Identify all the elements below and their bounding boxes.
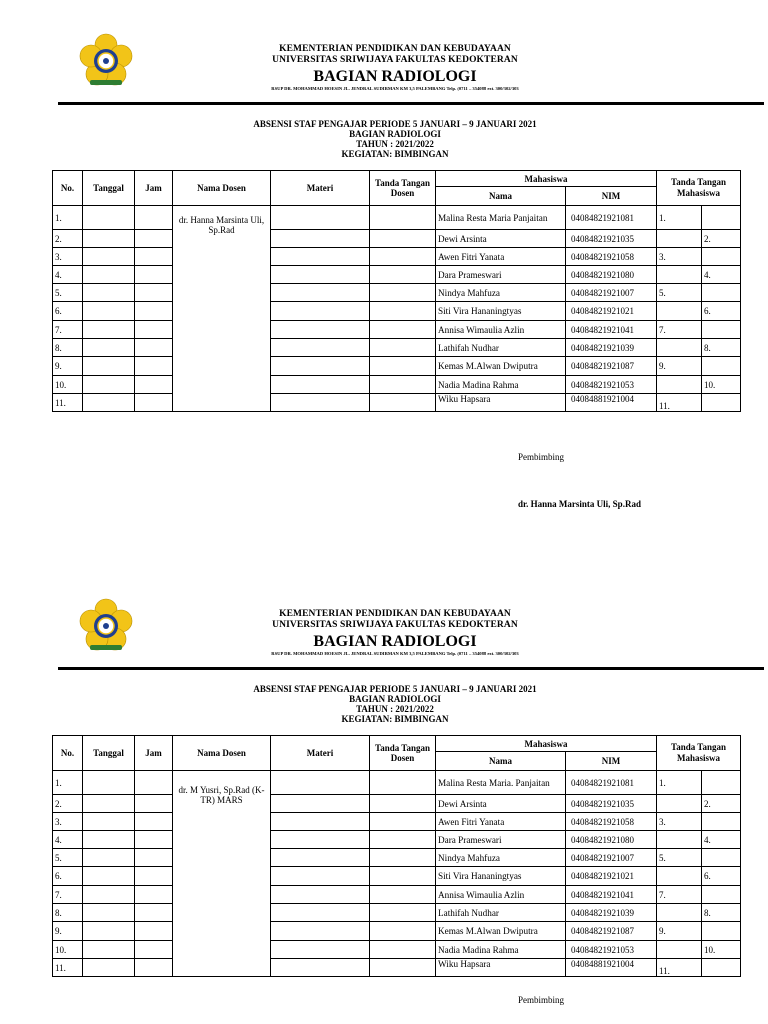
student-name: Malina Resta Maria Panjaitan <box>436 206 566 230</box>
supervisor-label: Pembimbing <box>518 452 565 462</box>
student-nim: 04084821921053 <box>566 376 657 394</box>
ttd-dosen-cell[interactable] <box>370 849 436 867</box>
university-logo <box>78 598 134 654</box>
tanggal-cell[interactable] <box>83 339 135 357</box>
jam-cell[interactable] <box>135 831 173 849</box>
university-name: UNIVERSITAS SRIWIJAYA FAKULTAS KEDOKTERAN <box>272 620 518 630</box>
tanggal-cell[interactable] <box>83 206 135 230</box>
ttd-dosen-cell[interactable] <box>370 886 436 904</box>
student-name: Annisa Wimaulia Azlin <box>436 321 566 339</box>
jam-cell[interactable] <box>135 795 173 813</box>
signature-right[interactable] <box>702 206 741 230</box>
signature-right[interactable] <box>702 959 741 977</box>
materi-cell[interactable] <box>271 284 370 302</box>
signature-right[interactable] <box>702 771 741 795</box>
signature-left[interactable]: 11. <box>657 959 702 977</box>
row-no: 10. <box>53 376 83 394</box>
table-row <box>53 284 741 302</box>
tanggal-cell[interactable] <box>83 941 135 959</box>
student-nim: 04084821921039 <box>566 904 657 922</box>
col-ttd-mahasiswa: Tanda Tangan Mahasiswa <box>657 736 741 771</box>
col-ttd-mahasiswa: Tanda Tangan Mahasiswa <box>657 171 741 206</box>
table-row <box>53 230 741 248</box>
jam-cell[interactable] <box>135 230 173 248</box>
col-mahasiswa: Mahasiswa <box>436 736 657 752</box>
materi-cell[interactable] <box>271 357 370 376</box>
student-nim: 04084881921004 <box>566 394 657 412</box>
document-titles <box>180 684 610 724</box>
materi-cell[interactable] <box>271 771 370 795</box>
ttd-dosen-cell[interactable] <box>370 302 436 321</box>
ttd-dosen-cell[interactable] <box>370 904 436 922</box>
table-row <box>53 206 741 230</box>
row-no: 5. <box>53 284 83 302</box>
materi-cell[interactable] <box>271 339 370 357</box>
ttd-dosen-cell[interactable] <box>370 771 436 795</box>
table-row <box>53 771 741 795</box>
title-year: TAHUN : 2021/2022 <box>356 139 434 149</box>
sheet-2 <box>0 565 768 1024</box>
materi-cell[interactable] <box>271 302 370 321</box>
jam-cell[interactable] <box>135 813 173 831</box>
title-activity: KEGIATAN: BIMBINGAN <box>341 714 449 724</box>
tanggal-cell[interactable] <box>83 795 135 813</box>
signature-left[interactable]: 7. <box>657 886 702 904</box>
signature-right[interactable] <box>702 394 741 412</box>
jam-cell[interactable] <box>135 849 173 867</box>
student-name: Nindya Mahfuza <box>436 284 566 302</box>
jam-cell[interactable] <box>135 266 173 284</box>
jam-cell[interactable] <box>135 321 173 339</box>
row-no: 4. <box>53 831 83 849</box>
signature-left[interactable] <box>657 795 702 813</box>
col-no: No. <box>53 171 83 206</box>
signature-left[interactable]: 5. <box>657 284 702 302</box>
col-materi: Materi <box>271 736 370 771</box>
ttd-dosen-cell[interactable] <box>370 795 436 813</box>
ministry-name: KEMENTERIAN PENDIDIKAN DAN KEBUDAYAAN <box>279 609 511 619</box>
student-nim: 04084821921058 <box>566 248 657 266</box>
ttd-dosen-cell[interactable] <box>370 248 436 266</box>
table-row <box>53 886 741 904</box>
jam-cell[interactable] <box>135 904 173 922</box>
student-name: Nadia Madina Rahma <box>436 941 566 959</box>
table-row <box>53 357 741 376</box>
student-name: Wiku Hapsara <box>436 394 566 412</box>
row-no: 6. <box>53 867 83 886</box>
table-row <box>53 321 741 339</box>
jam-cell[interactable] <box>135 771 173 795</box>
tanggal-cell[interactable] <box>83 302 135 321</box>
col-jam: Jam <box>135 736 173 771</box>
signature-right[interactable] <box>702 886 741 904</box>
signature-left[interactable]: 1. <box>657 206 702 230</box>
jam-cell[interactable] <box>135 248 173 266</box>
signature-right[interactable]: 2. <box>702 795 741 813</box>
row-no: 2. <box>53 795 83 813</box>
materi-cell[interactable] <box>271 941 370 959</box>
student-name: Dewi Arsinta <box>436 230 566 248</box>
signature-left[interactable] <box>657 230 702 248</box>
signature-left[interactable] <box>657 302 702 321</box>
student-nim: 04084821921039 <box>566 339 657 357</box>
signature-left[interactable] <box>657 266 702 284</box>
title-department: BAGIAN RADIOLOGI <box>349 129 441 139</box>
student-name: Dara Prameswari <box>436 831 566 849</box>
tanggal-cell[interactable] <box>83 886 135 904</box>
materi-cell[interactable] <box>271 886 370 904</box>
table-row <box>53 959 741 977</box>
materi-cell[interactable] <box>271 230 370 248</box>
row-no: 1. <box>53 206 83 230</box>
row-no: 3. <box>53 813 83 831</box>
student-name: Malina Resta Maria. Panjaitan <box>436 771 566 795</box>
attendance-table <box>52 735 741 977</box>
table-row <box>53 831 741 849</box>
student-nim: 04084821921087 <box>566 922 657 941</box>
tanggal-cell[interactable] <box>83 230 135 248</box>
ttd-dosen-cell[interactable] <box>370 376 436 394</box>
signature-right[interactable] <box>702 248 741 266</box>
tanggal-cell[interactable] <box>83 376 135 394</box>
signature-left[interactable]: 9. <box>657 357 702 376</box>
student-name: Dewi Arsinta <box>436 795 566 813</box>
supervisor-label: Pembimbing <box>518 995 565 1005</box>
signature-right[interactable]: 6. <box>702 867 741 886</box>
tanggal-cell[interactable] <box>83 867 135 886</box>
address-line: RSUP DR. MOHAMMAD HOESIN JL. JENDRAL SUDIRMAN KM 3,5 PALEMBANG Telp. (0711 – 354088 ext. 300/302/303 <box>271 86 519 91</box>
row-no: 9. <box>53 922 83 941</box>
row-no: 8. <box>53 339 83 357</box>
signature-left[interactable]: 11. <box>657 394 702 412</box>
student-nim: 04084881921004 <box>566 959 657 977</box>
jam-cell[interactable] <box>135 206 173 230</box>
title-period: ABSENSI STAF PENGAJAR PERIODE 5 JANUARI – 9 JANUARI 2021 <box>253 119 537 129</box>
student-nim: 04084821921007 <box>566 284 657 302</box>
tanggal-cell[interactable] <box>83 922 135 941</box>
table-row <box>53 922 741 941</box>
col-nama: Nama <box>436 752 566 771</box>
document-titles <box>180 119 610 159</box>
signature-right[interactable] <box>702 357 741 376</box>
ttd-dosen-cell[interactable] <box>370 266 436 284</box>
row-no: 8. <box>53 904 83 922</box>
tanggal-cell[interactable] <box>83 959 135 977</box>
signature-right[interactable]: 10. <box>702 376 741 394</box>
dosen-name: dr. Hanna Marsinta Uli, Sp.Rad <box>173 206 271 412</box>
signature-right[interactable]: 8. <box>702 904 741 922</box>
signature-right[interactable] <box>702 813 741 831</box>
department-name: BAGIAN RADIOLOGI <box>313 633 477 650</box>
col-ttd-dosen: Tanda Tangan Dosen <box>370 171 436 206</box>
row-no: 2. <box>53 230 83 248</box>
student-name: Nadia Madina Rahma <box>436 376 566 394</box>
materi-cell[interactable] <box>271 922 370 941</box>
signature-left[interactable]: 7. <box>657 321 702 339</box>
signature-right[interactable] <box>702 284 741 302</box>
table-row <box>53 867 741 886</box>
signature-right[interactable]: 4. <box>702 831 741 849</box>
student-nim: 04084821921021 <box>566 867 657 886</box>
signature-left[interactable]: 5. <box>657 849 702 867</box>
jam-cell[interactable] <box>135 394 173 412</box>
ttd-dosen-cell[interactable] <box>370 959 436 977</box>
table-row <box>53 248 741 266</box>
signature-right[interactable]: 6. <box>702 302 741 321</box>
signature-left[interactable] <box>657 831 702 849</box>
jam-cell[interactable] <box>135 867 173 886</box>
ttd-dosen-cell[interactable] <box>370 230 436 248</box>
materi-cell[interactable] <box>271 266 370 284</box>
ttd-dosen-cell[interactable] <box>370 941 436 959</box>
student-name: Lathifah Nudhar <box>436 904 566 922</box>
signature-left[interactable]: 3. <box>657 248 702 266</box>
student-nim: 04084821921081 <box>566 771 657 795</box>
signature-right[interactable] <box>702 922 741 941</box>
address-line: RSUP DR. MOHAMMAD HOESIN JL. JENDRAL SUDIRMAN KM 3,5 PALEMBANG Telp. (0711 – 354088 ext. 300/302/303 <box>271 651 519 656</box>
student-name: Nindya Mahfuza <box>436 849 566 867</box>
tanggal-cell[interactable] <box>83 248 135 266</box>
signature-right[interactable] <box>702 321 741 339</box>
materi-cell[interactable] <box>271 394 370 412</box>
materi-cell[interactable] <box>271 867 370 886</box>
student-name: Siti Vira Hananingtyas <box>436 302 566 321</box>
signature-left[interactable] <box>657 339 702 357</box>
col-tanggal: Tanggal <box>83 171 135 206</box>
title-year: TAHUN : 2021/2022 <box>356 704 434 714</box>
student-name: Awen Fitri Yanata <box>436 248 566 266</box>
jam-cell[interactable] <box>135 886 173 904</box>
tanggal-cell[interactable] <box>83 813 135 831</box>
materi-cell[interactable] <box>271 849 370 867</box>
tanggal-cell[interactable] <box>83 284 135 302</box>
ttd-dosen-cell[interactable] <box>370 357 436 376</box>
materi-cell[interactable] <box>271 376 370 394</box>
table-row <box>53 849 741 867</box>
row-no: 7. <box>53 886 83 904</box>
table-row <box>53 813 741 831</box>
student-name: Dara Prameswari <box>436 266 566 284</box>
signature-left[interactable] <box>657 867 702 886</box>
student-nim: 04084821921035 <box>566 795 657 813</box>
ttd-dosen-cell[interactable] <box>370 922 436 941</box>
tanggal-cell[interactable] <box>83 357 135 376</box>
table-row <box>53 266 741 284</box>
col-materi: Materi <box>271 171 370 206</box>
student-name: Siti Vira Hananingtyas <box>436 867 566 886</box>
row-no: 10. <box>53 941 83 959</box>
header-rule <box>58 667 764 670</box>
table-row <box>53 941 741 959</box>
row-no: 7. <box>53 321 83 339</box>
student-nim: 04084821921041 <box>566 886 657 904</box>
table-row <box>53 394 741 412</box>
student-nim: 04084821921021 <box>566 302 657 321</box>
student-nim: 04084821921080 <box>566 831 657 849</box>
col-nama-dosen: Nama Dosen <box>173 736 271 771</box>
attendance-table <box>52 170 741 412</box>
ttd-dosen-cell[interactable] <box>370 813 436 831</box>
row-no: 5. <box>53 849 83 867</box>
table-row <box>53 339 741 357</box>
row-no: 1. <box>53 771 83 795</box>
title-period: ABSENSI STAF PENGAJAR PERIODE 5 JANUARI – 9 JANUARI 2021 <box>253 684 537 694</box>
student-name: Awen Fitri Yanata <box>436 813 566 831</box>
jam-cell[interactable] <box>135 339 173 357</box>
student-nim: 04084821921081 <box>566 206 657 230</box>
university-name: UNIVERSITAS SRIWIJAYA FAKULTAS KEDOKTERAN <box>272 55 518 65</box>
tanggal-cell[interactable] <box>83 394 135 412</box>
materi-cell[interactable] <box>271 321 370 339</box>
table-row <box>53 376 741 394</box>
row-no: 11. <box>53 959 83 977</box>
materi-cell[interactable] <box>271 795 370 813</box>
letterhead <box>180 44 610 92</box>
signature-right[interactable]: 8. <box>702 339 741 357</box>
student-nim: 04084821921041 <box>566 321 657 339</box>
jam-cell[interactable] <box>135 357 173 376</box>
student-nim: 04084821921058 <box>566 813 657 831</box>
university-logo <box>78 33 134 89</box>
student-nim: 04084821921035 <box>566 230 657 248</box>
materi-cell[interactable] <box>271 959 370 977</box>
dosen-name: dr. M Yusri, Sp.Rad (K-TR) MARS <box>173 771 271 977</box>
header-rule <box>58 102 764 105</box>
col-tanggal: Tanggal <box>83 736 135 771</box>
jam-cell[interactable] <box>135 922 173 941</box>
col-nama-dosen: Nama Dosen <box>173 171 271 206</box>
ttd-dosen-cell[interactable] <box>370 284 436 302</box>
jam-cell[interactable] <box>135 376 173 394</box>
jam-cell[interactable] <box>135 941 173 959</box>
ttd-dosen-cell[interactable] <box>370 206 436 230</box>
tanggal-cell[interactable] <box>83 266 135 284</box>
jam-cell[interactable] <box>135 284 173 302</box>
student-nim: 04084821921087 <box>566 357 657 376</box>
tanggal-cell[interactable] <box>83 831 135 849</box>
tanggal-cell[interactable] <box>83 849 135 867</box>
tanggal-cell[interactable] <box>83 321 135 339</box>
row-no: 11. <box>53 394 83 412</box>
ttd-dosen-cell[interactable] <box>370 321 436 339</box>
signature-right[interactable]: 2. <box>702 230 741 248</box>
materi-cell[interactable] <box>271 206 370 230</box>
jam-cell[interactable] <box>135 959 173 977</box>
ministry-name: KEMENTERIAN PENDIDIKAN DAN KEBUDAYAAN <box>279 44 511 54</box>
materi-cell[interactable] <box>271 831 370 849</box>
student-name: Annisa Wimaulia Azlin <box>436 886 566 904</box>
ttd-dosen-cell[interactable] <box>370 339 436 357</box>
student-name: Lathifah Nudhar <box>436 339 566 357</box>
row-no: 9. <box>53 357 83 376</box>
signature-left[interactable] <box>657 376 702 394</box>
materi-cell[interactable] <box>271 248 370 266</box>
signature-left[interactable] <box>657 941 702 959</box>
signature-right[interactable]: 4. <box>702 266 741 284</box>
student-nim: 04084821921080 <box>566 266 657 284</box>
student-nim: 04084821921007 <box>566 849 657 867</box>
signature-right[interactable] <box>702 849 741 867</box>
student-name: Wiku Hapsara <box>436 959 566 977</box>
ttd-dosen-cell[interactable] <box>370 831 436 849</box>
tanggal-cell[interactable] <box>83 904 135 922</box>
table-row <box>53 302 741 321</box>
title-activity: KEGIATAN: BIMBINGAN <box>341 149 449 159</box>
title-department: BAGIAN RADIOLOGI <box>349 694 441 704</box>
student-name: Kemas M.Alwan Dwiputra <box>436 922 566 941</box>
row-no: 3. <box>53 248 83 266</box>
signature-left[interactable]: 9. <box>657 922 702 941</box>
signature-left[interactable]: 3. <box>657 813 702 831</box>
signature-right[interactable]: 10. <box>702 941 741 959</box>
department-name: BAGIAN RADIOLOGI <box>313 68 477 85</box>
col-ttd-dosen: Tanda Tangan Dosen <box>370 736 436 771</box>
materi-cell[interactable] <box>271 813 370 831</box>
col-nama: Nama <box>436 187 566 206</box>
signature-left[interactable] <box>657 904 702 922</box>
col-jam: Jam <box>135 171 173 206</box>
col-nim: NIM <box>566 187 657 206</box>
supervisor-name: dr. Hanna Marsinta Uli, Sp.Rad <box>518 499 641 509</box>
col-no: No. <box>53 736 83 771</box>
ttd-dosen-cell[interactable] <box>370 867 436 886</box>
row-no: 6. <box>53 302 83 321</box>
ttd-dosen-cell[interactable] <box>370 394 436 412</box>
tanggal-cell[interactable] <box>83 771 135 795</box>
student-nim: 04084821921053 <box>566 941 657 959</box>
col-mahasiswa: Mahasiswa <box>436 171 657 187</box>
materi-cell[interactable] <box>271 904 370 922</box>
col-nim: NIM <box>566 752 657 771</box>
student-name: Kemas M.Alwan Dwiputra <box>436 357 566 376</box>
table-row <box>53 795 741 813</box>
row-no: 4. <box>53 266 83 284</box>
signature-left[interactable]: 1. <box>657 771 702 795</box>
table-row <box>53 904 741 922</box>
letterhead <box>180 609 610 657</box>
jam-cell[interactable] <box>135 302 173 321</box>
